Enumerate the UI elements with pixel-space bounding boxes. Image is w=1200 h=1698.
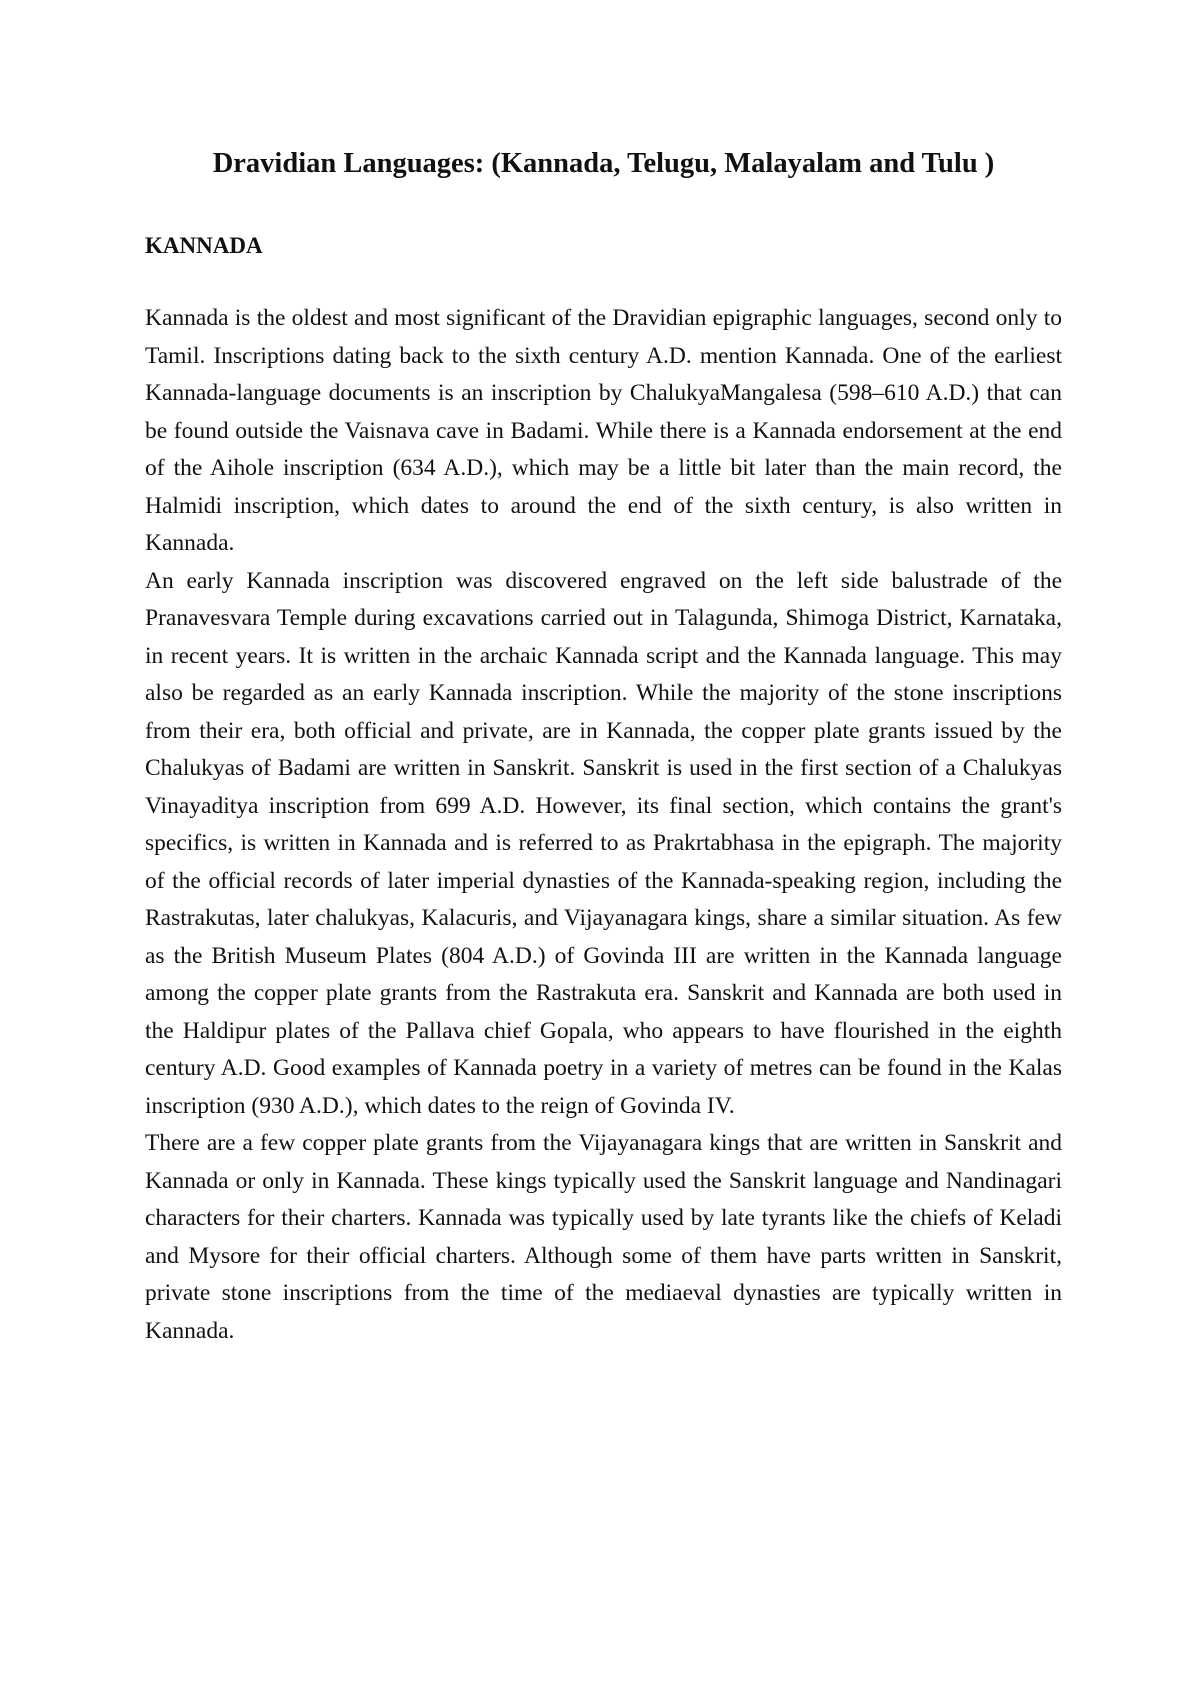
paragraph-2: An early Kannada inscription was discovered engraved on the left side balustrade of the Pranavesvara Temple during excavations carried out in Talagunda, Shimoga District, Karnataka, in recent years. It is written in the archaic Kannada script and the Kannada language. This may also be regarded as an early Kannada inscription. While the majority of the stone inscriptions from their era, both official and private, are in Kannada, the copper plate grants issued by the Chalukyas of Badami are written in Sanskrit. Sanskrit is used in the first section of a Chalukyas Vinayaditya inscription from 699 A.D. However, its final section, which contains the grant's specifics, is written in Kannada and is referred to as Prakrtabhasa in the epigraph. The majority of the official records of later imperial dynasties of the Kannada-speaking region, including the Rastrakutas, later chalukyas, Kalacuris, and Vijayanagara kings, share a similar situation. As few as the British Museum Plates (804 A.D.) of Govinda III are written in the Kannada language among the copper plate grants from the Rastrakuta era. Sanskrit and Kannada are both used in the Haldipur plates of the Pallava chief Gopala, who appears to have flourished in the eighth century A.D. Good examples of Kannada poetry in a variety of metres can be found in the Kalas inscription (930 A.D.), which dates to the reign of Govinda IV.: [145, 567, 1062, 1119]
paragraph-1: Kannada is the oldest and most significant of the Dravidian epigraphic languages, second only to Tamil. Inscriptions dating back to the sixth century A.D. mention Kannada. One of the earliest Kannada-language documents is an inscription by ChalukyaMangalesa (598–610 A.D.) that can be found outside the Vaisnava cave in Badami. While there is a Kannada endorsement at the end of the Aihole inscription (634 A.D.), which may be a little bit later than the main record, the Halmidi inscription, which dates to around the end of the sixth century, is also written in Kannada.: [145, 305, 1062, 556]
paragraph-3: There are a few copper plate grants from the Vijayanagara kings that are written in Sanskrit and Kannada or only in Kannada. These kings typically used the Sanskrit language and Nandinagari characters for their charters. Kannada was typically used by late tyrants like the chiefs of Keladi and Mysore for their official charters. Although some of them have parts written in Sanskrit, private stone inscriptions from the time of the mediaeval dynasties are typically written in Kannada.: [145, 1130, 1062, 1344]
document-page: [145, 142, 1062, 1350]
document-title: Dravidian Languages: (Kannada, Telugu, Malayalam and Tulu ): [212, 148, 995, 179]
body-text: [145, 300, 1062, 1350]
section-heading: KANNADA: [145, 233, 263, 258]
